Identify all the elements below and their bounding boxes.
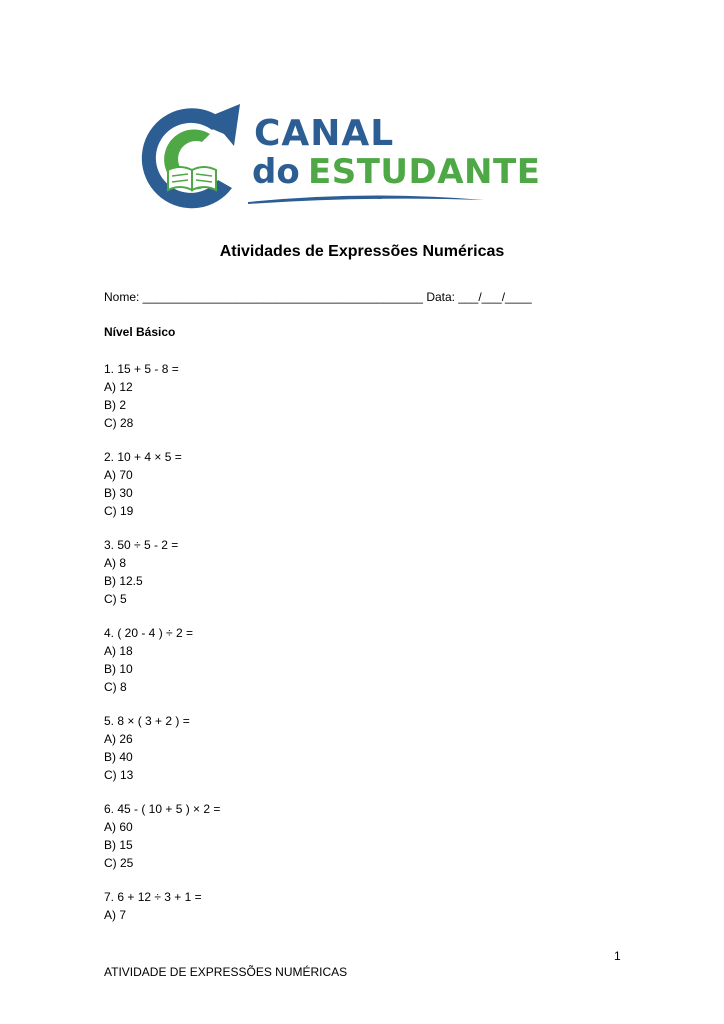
option-a: A) 60	[104, 820, 133, 834]
question-2	[104, 448, 220, 520]
option-b: B) 30	[104, 486, 133, 500]
option-c: C) 5	[104, 592, 127, 606]
option-b: B) 40	[104, 750, 133, 764]
question-prompt: 6. 45 - ( 10 + 5 ) × 2 =	[104, 802, 221, 816]
option-a: A) 18	[104, 644, 133, 658]
question-prompt: 3. 50 ÷ 5 - 2 =	[104, 538, 179, 552]
question-1	[104, 360, 220, 432]
option-a: A) 12	[104, 380, 133, 394]
logo-text-do: do	[252, 152, 300, 192]
page-footer: ATIVIDADE DE EXPRESSÕES NUMÉRICAS	[104, 965, 348, 979]
question-3	[104, 536, 220, 608]
canal-do-estudante-logo	[136, 100, 541, 215]
question-7	[104, 888, 220, 924]
page-number: 1	[614, 949, 621, 963]
logo-text-estudante: ESTUDANTE	[308, 152, 541, 192]
question-6	[104, 800, 220, 872]
option-b: B) 10	[104, 662, 133, 676]
option-a: A) 26	[104, 732, 133, 746]
question-prompt: 1. 15 + 5 - 8 =	[104, 362, 179, 376]
page-title: Atividades de Expressões Numéricas	[219, 243, 505, 260]
question-4	[104, 624, 220, 696]
question-list	[104, 360, 220, 940]
option-c: C) 19	[104, 504, 134, 518]
option-b: B) 15	[104, 838, 133, 852]
option-c: C) 28	[104, 416, 134, 430]
option-c: C) 25	[104, 856, 134, 870]
logo-swoosh	[248, 192, 488, 206]
question-prompt: 7. 6 + 12 ÷ 3 + 1 =	[104, 890, 202, 904]
option-c: C) 13	[104, 768, 134, 782]
option-a: A) 7	[104, 908, 127, 922]
level-heading: Nível Básico	[104, 325, 176, 339]
option-b: B) 2	[104, 398, 127, 412]
question-prompt: 4. ( 20 - 4 ) ÷ 2 =	[104, 626, 193, 640]
option-c: C) 8	[104, 680, 127, 694]
option-a: A) 70	[104, 468, 133, 482]
logo-text-canal: CANAL	[254, 113, 395, 154]
name-date-line: Nome: __________________________________________ Data: ___/___/____	[104, 290, 532, 304]
question-5	[104, 712, 220, 784]
logo-emblem-icon	[136, 100, 248, 215]
question-prompt: 2. 10 + 4 × 5 =	[104, 450, 182, 464]
option-a: A) 8	[104, 556, 127, 570]
option-b: B) 12.5	[104, 574, 143, 588]
question-prompt: 5. 8 × ( 3 + 2 ) =	[104, 714, 190, 728]
